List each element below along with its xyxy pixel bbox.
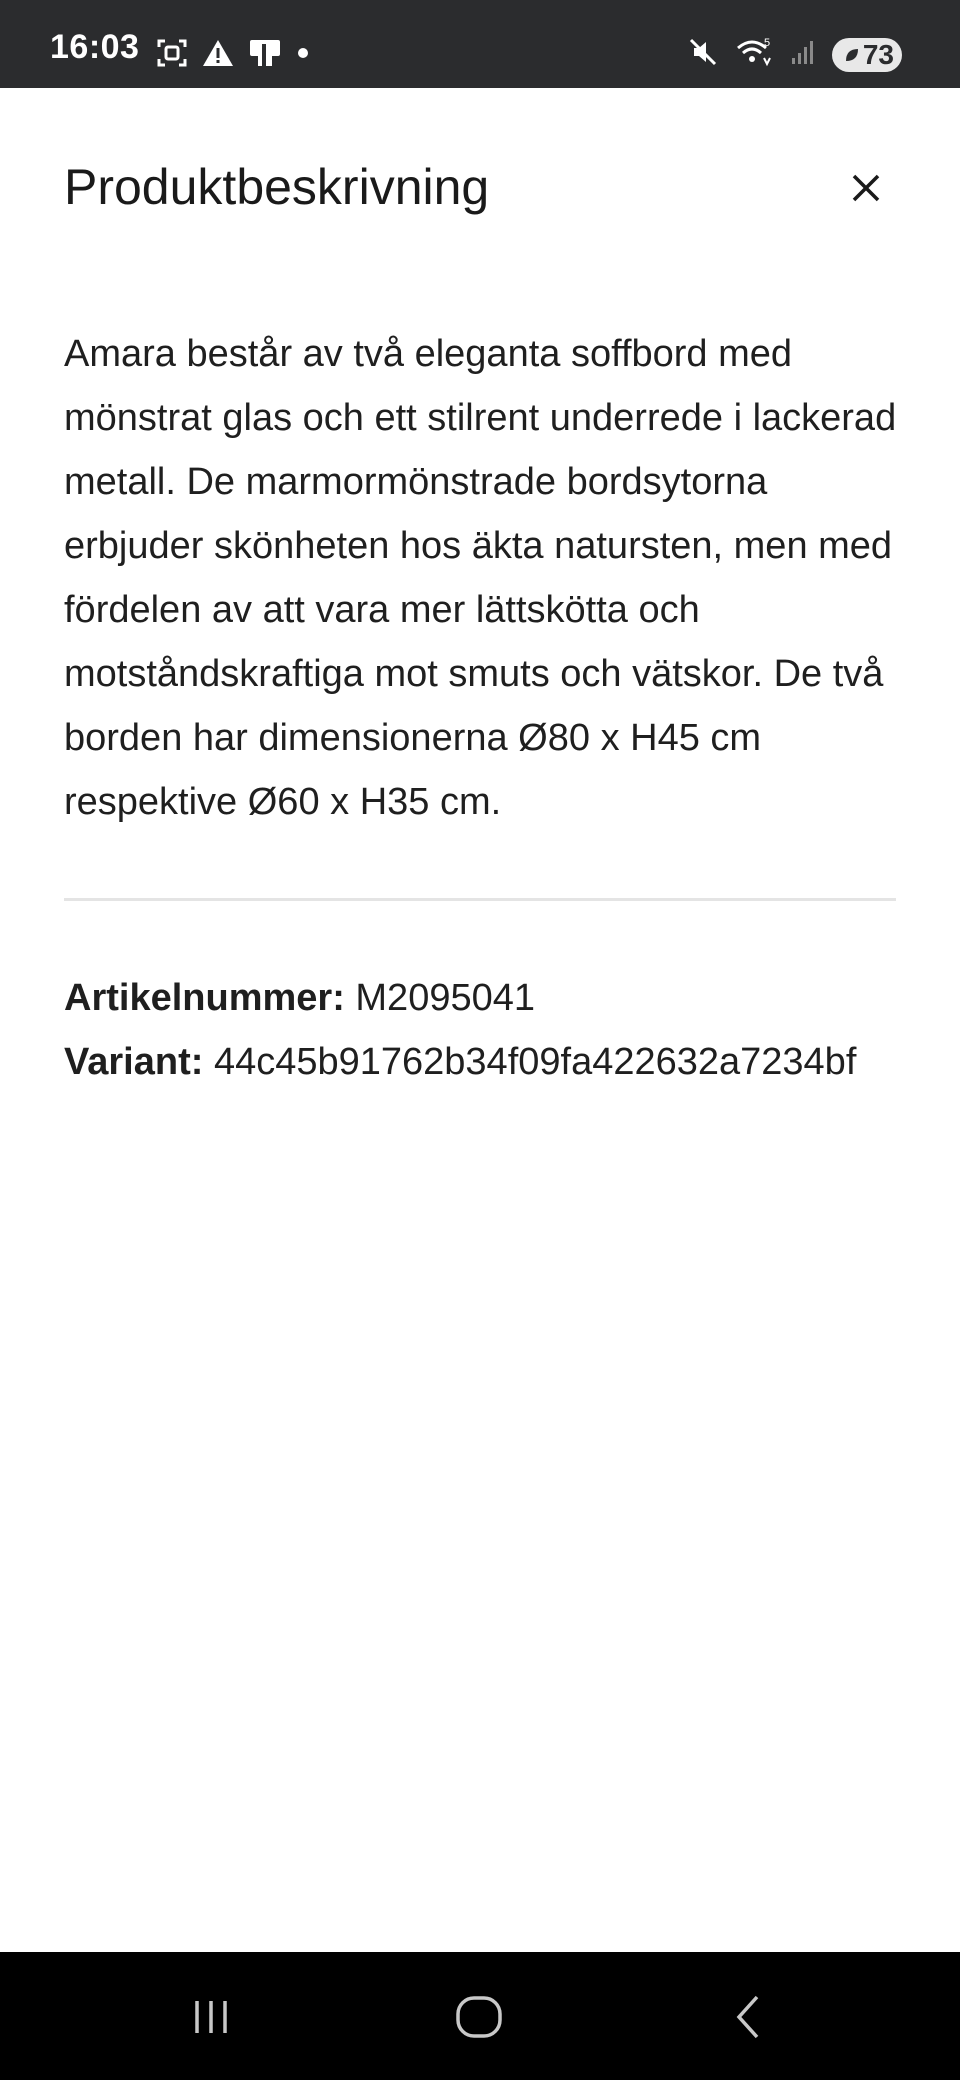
back-button[interactable]	[714, 1988, 784, 2046]
variant-value: 44c45b91762b34f09fa422632a7234bf	[213, 1041, 857, 1083]
article-number-value: M2095041	[355, 977, 535, 1019]
status-right-icons	[688, 36, 902, 73]
page-title: Produktbeskrivning	[64, 159, 490, 215]
device-icon	[248, 38, 282, 73]
close-icon	[851, 173, 881, 203]
navigation-bar	[0, 1952, 960, 2080]
article-number-label: Artikelnummer:	[64, 977, 345, 1019]
status-bar	[0, 0, 960, 88]
signal-icon	[790, 38, 816, 71]
product-description: Amara består av två eleganta soffbord med mönstrat glas och ett stilrent underrede i lackerad metall. De marmormönstrade bordsytorna erbjuder skönheten hos äkta natursten, men med fördelen av att vara mer lättskötta och motståndskraftiga mot smuts och vätskor. De två borden har dimensionerna Ø80 x H45 cm respektive Ø60 x H35 cm.	[64, 333, 897, 823]
divider	[64, 898, 896, 901]
back-icon	[729, 1993, 769, 2041]
sheet-header	[64, 152, 896, 222]
battery-indicator	[832, 38, 902, 72]
leaf-icon	[843, 46, 861, 64]
mute-icon	[688, 37, 718, 72]
home-button[interactable]	[444, 1988, 514, 2046]
warning-icon	[202, 38, 234, 73]
article-number-row	[64, 966, 904, 1030]
screenshot-icon	[156, 38, 188, 73]
wifi-icon	[734, 36, 774, 73]
battery-level: 73	[862, 38, 894, 70]
status-left-icons	[156, 38, 310, 73]
product-meta	[64, 966, 904, 1094]
wifi-label: 5	[764, 37, 771, 49]
dot-icon	[296, 46, 310, 65]
variant-label: Variant:	[64, 1041, 204, 1083]
recent-apps-icon	[189, 1995, 233, 2039]
home-icon	[455, 1993, 503, 2041]
status-time: 16:03	[50, 28, 140, 66]
recent-apps-button[interactable]	[176, 1988, 246, 2046]
close-button[interactable]	[836, 158, 896, 218]
variant-row	[64, 1030, 904, 1094]
